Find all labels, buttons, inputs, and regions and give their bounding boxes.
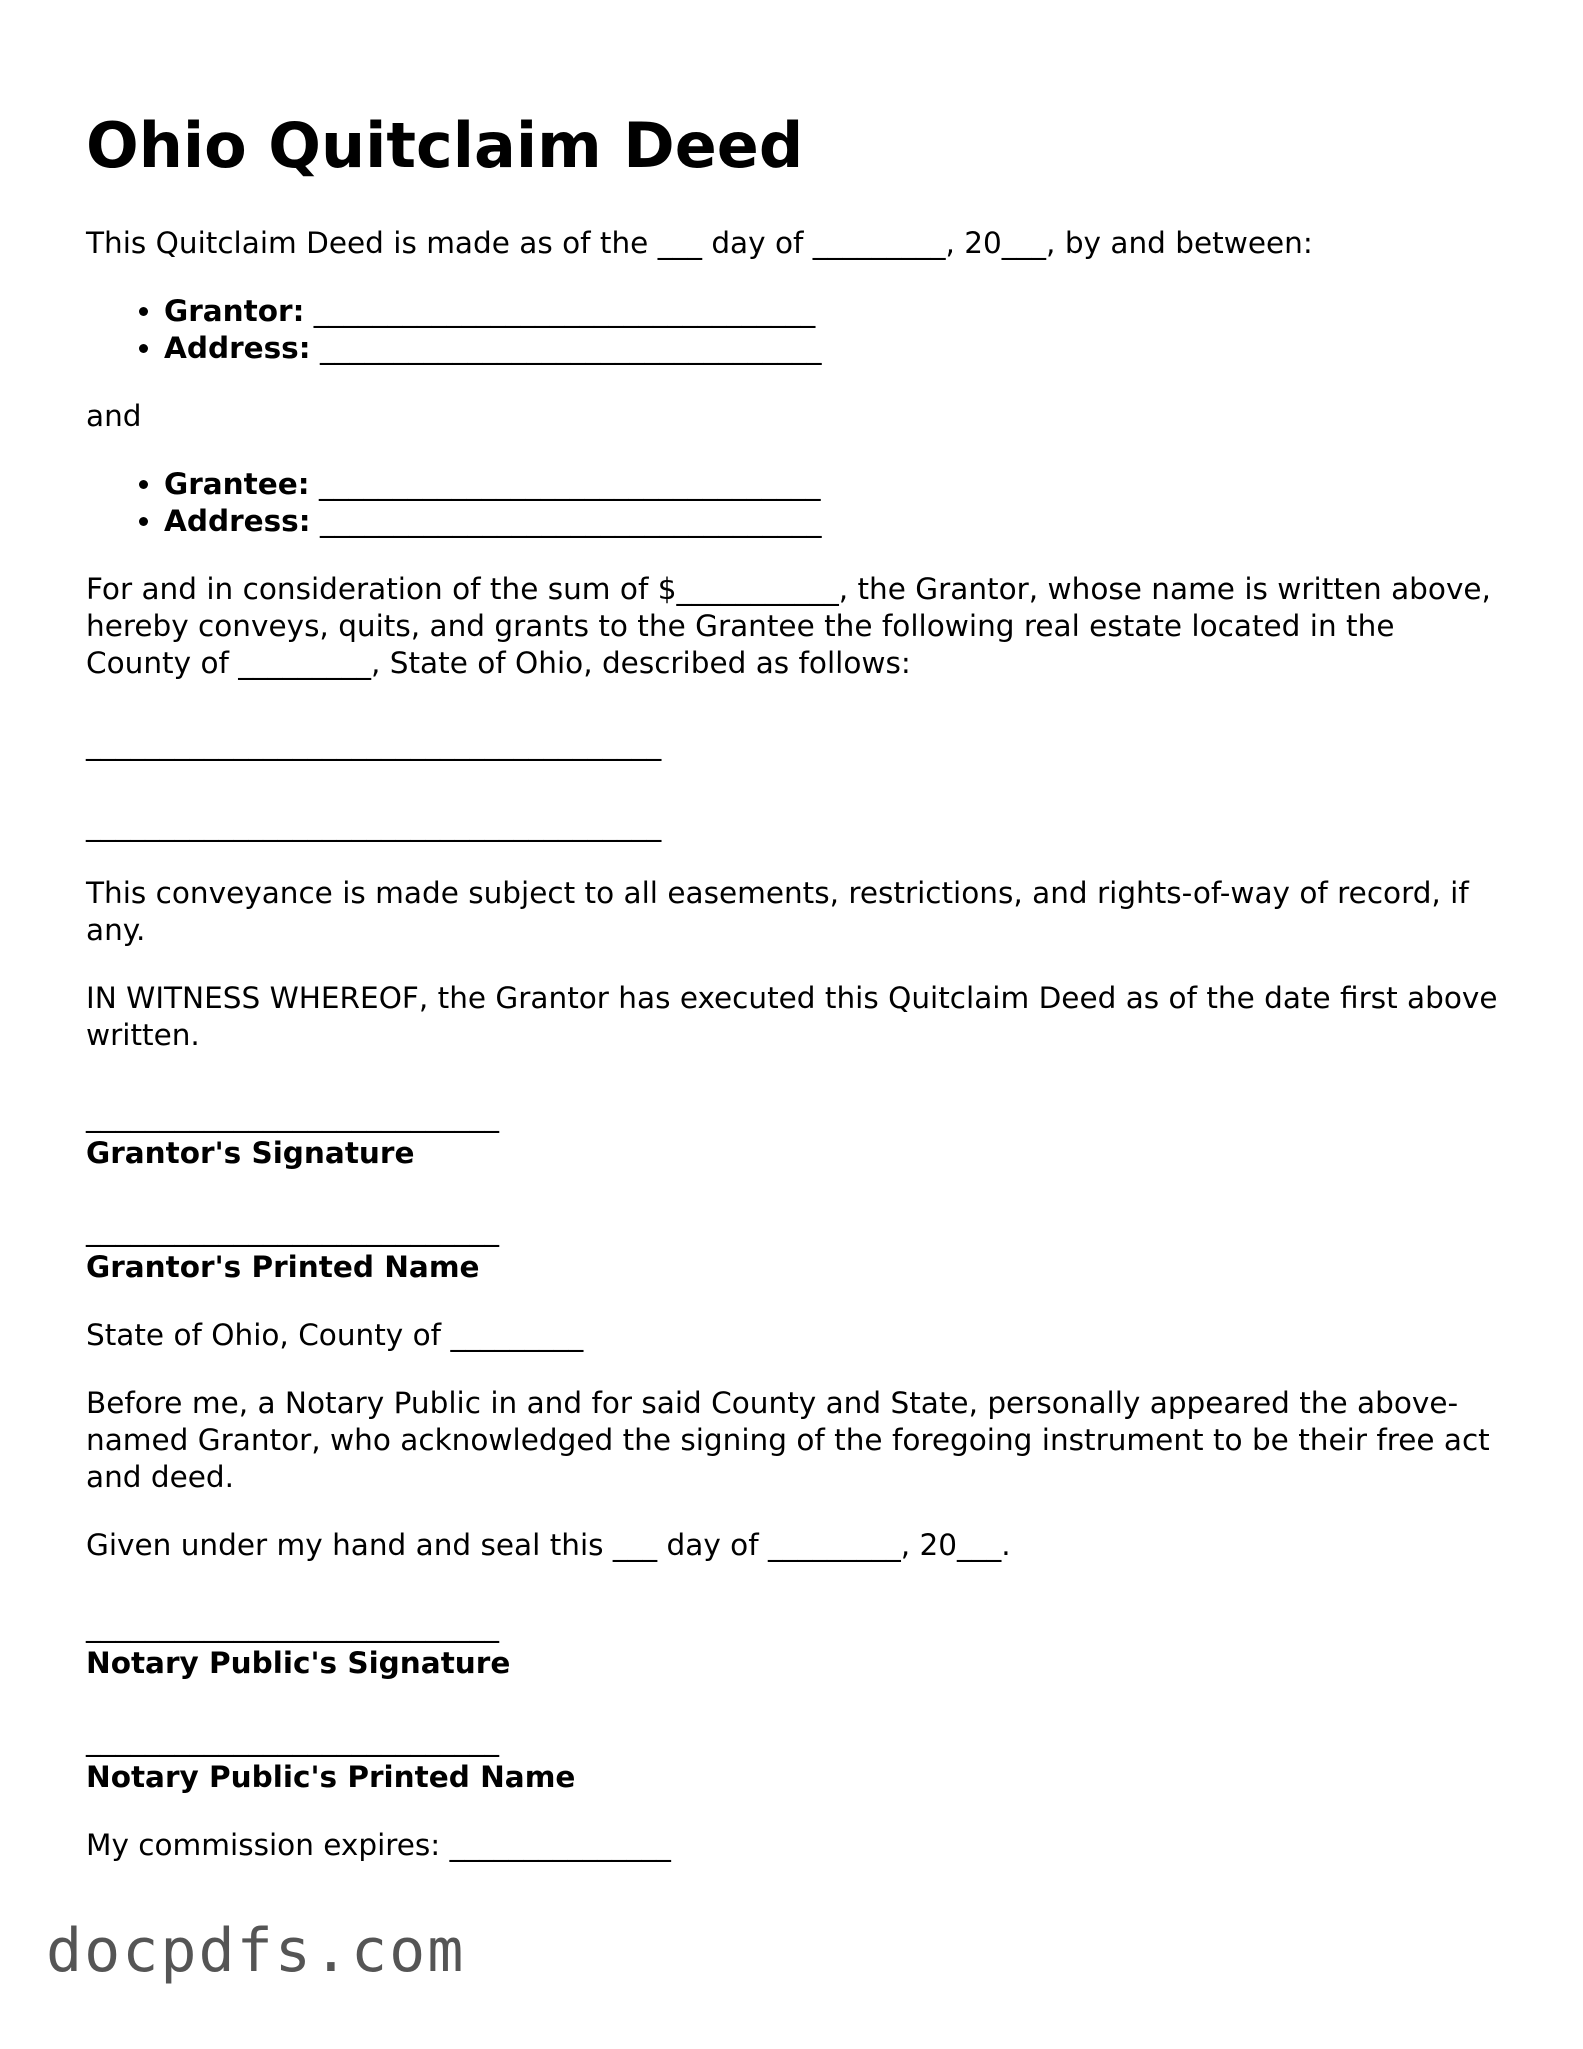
- given-under-text: Given under my hand and seal this ___ day of _________, 20___.: [86, 1528, 1011, 1562]
- grantee-list: [86, 466, 1506, 540]
- notary-printed-line: ____________________________: [86, 1723, 499, 1757]
- grantor-address-item: [164, 330, 1506, 367]
- commission-text: My commission expires: _______________: [86, 1828, 671, 1862]
- consideration-paragraph: For and in consideration of the sum of $___________, the Grantor, whose name is written above, hereby conveys, quits, and grants to the Grantee the following real estate located in the County of _________, State of Ohio, described as follows:: [86, 572, 1491, 680]
- grantee-address-blank: __________________________________: [319, 504, 822, 538]
- grantor-signature-label: Grantor's Signature: [86, 1136, 415, 1170]
- notary-signature-label: Notary Public's Signature: [86, 1646, 511, 1680]
- grantor-printed-line: ____________________________: [86, 1213, 499, 1247]
- grantor-list: [86, 293, 1506, 367]
- grantor-item: [164, 293, 1506, 330]
- subject-to-paragraph: This conveyance is made subject to all easements, restrictions, and rights-of-way of record, if any.: [86, 876, 1469, 947]
- notary-printed-label: Notary Public's Printed Name: [86, 1760, 576, 1794]
- grantee-label: Grantee:: [164, 467, 310, 501]
- grantee-blank: __________________________________: [318, 467, 821, 501]
- notary-signature-line: ____________________________: [86, 1609, 499, 1643]
- notary-statement: Before me, a Notary Public in and for said County and State, personally appeared the above-named Grantor, who acknowledged the signing of the foregoing instrument to be their free act and deed.: [86, 1386, 1490, 1494]
- description-line-2: _______________________________________: [86, 808, 662, 842]
- grantor-label: Grantor:: [164, 294, 305, 328]
- watermark: docpdfs.com: [46, 1916, 466, 1986]
- grantor-address-label: Address:: [164, 331, 311, 365]
- grantee-address-label: Address:: [164, 504, 311, 538]
- intro-paragraph: This Quitclaim Deed is made as of the ___ day of _________, 20___, by and between:: [86, 226, 1313, 260]
- grantor-blank: __________________________________: [313, 294, 816, 328]
- grantor-signature-line: ____________________________: [86, 1099, 499, 1133]
- description-line-1: _______________________________________: [86, 727, 662, 761]
- grantee-address-item: [164, 503, 1506, 540]
- document-title: Ohio Quitclaim Deed: [86, 109, 804, 182]
- and-text: and: [86, 399, 142, 433]
- witness-paragraph: IN WITNESS WHEREOF, the Grantor has executed this Quitclaim Deed as of the date first above written.: [86, 981, 1498, 1052]
- document-body: [86, 225, 1506, 1895]
- state-county-text: State of Ohio, County of _________: [86, 1318, 584, 1352]
- grantor-printed-label: Grantor's Printed Name: [86, 1250, 480, 1284]
- grantor-address-blank: __________________________________: [319, 331, 822, 365]
- grantee-item: [164, 466, 1506, 503]
